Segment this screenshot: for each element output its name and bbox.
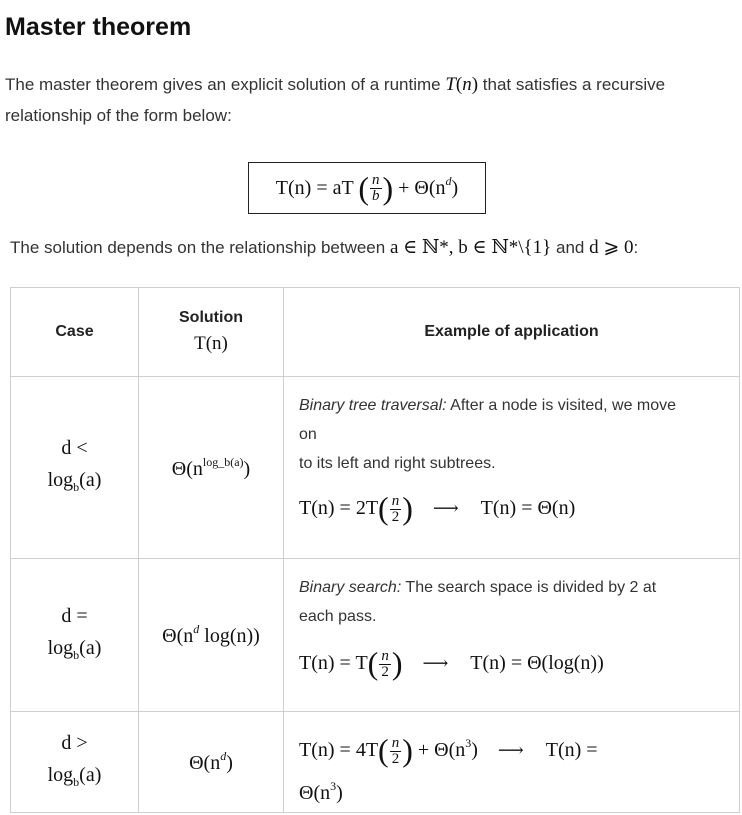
example-result-2-close: ) bbox=[336, 782, 343, 804]
formula-lhs: T(n) = aT bbox=[275, 176, 354, 199]
depends-text-before: The solution depends on the relationship between bbox=[10, 238, 390, 257]
case-relation: d < bbox=[61, 437, 88, 459]
header-case: Case bbox=[11, 288, 139, 377]
implies-arrow-icon: ⟶ bbox=[497, 740, 524, 760]
example-description bbox=[299, 573, 727, 631]
case-log-arg: (a) bbox=[79, 636, 102, 659]
example-fraction bbox=[390, 736, 402, 767]
solution-sup: log_b(a) bbox=[202, 454, 244, 469]
example-frac-num: n bbox=[391, 734, 400, 751]
solution-math bbox=[162, 622, 260, 647]
formula-left-paren: ( bbox=[358, 169, 369, 206]
example-lhs: T(n) = T bbox=[299, 652, 368, 674]
example-result-2: Θ(n bbox=[299, 782, 331, 804]
case-math bbox=[48, 727, 102, 798]
formula-rhs: + Θ(n bbox=[398, 176, 446, 199]
case-log-base: b bbox=[73, 480, 80, 494]
solution-text: Θ(n bbox=[171, 457, 203, 480]
case-log-arg: (a) bbox=[79, 763, 102, 786]
case-relation: d = bbox=[61, 604, 88, 627]
solution-close: ) bbox=[226, 752, 233, 774]
formula-frac-num: n bbox=[372, 172, 380, 189]
implies-arrow-icon: ⟶ bbox=[432, 498, 459, 518]
example-formula bbox=[299, 645, 604, 681]
example-description bbox=[299, 391, 727, 478]
case-math bbox=[48, 600, 102, 671]
example-result-continued bbox=[299, 779, 343, 804]
example-formula-row bbox=[299, 726, 727, 812]
case-cell bbox=[11, 377, 139, 559]
example-rhs-close: ) bbox=[471, 739, 478, 761]
intro-runtime-math: T(n) bbox=[445, 74, 479, 95]
page-title: Master theorem bbox=[5, 13, 192, 41]
implies-arrow-icon: ⟶ bbox=[422, 653, 449, 673]
example-result: T(n) = bbox=[545, 739, 598, 761]
example-cell bbox=[284, 377, 740, 559]
example-text-1: The search space is divided by 2 at bbox=[401, 579, 657, 596]
case-log: log bbox=[47, 636, 74, 659]
example-result-2-sup: 3 bbox=[330, 779, 337, 793]
example-formula-row bbox=[299, 492, 727, 525]
table-row bbox=[11, 712, 740, 813]
depends-and: and bbox=[551, 238, 590, 257]
intro-paragraph bbox=[5, 69, 725, 131]
case-relation: d > bbox=[61, 731, 88, 754]
intro-text-before: The master theorem gives an explicit solution of a runtime bbox=[5, 75, 446, 94]
header-solution bbox=[139, 288, 284, 377]
example-text-2: each pass. bbox=[299, 608, 377, 625]
example-formula bbox=[299, 490, 576, 526]
solution-text: Θ(n bbox=[162, 625, 194, 647]
example-text-1: After a node is visited, we move bbox=[446, 397, 677, 414]
example-right-paren: ) bbox=[391, 645, 403, 681]
example-left-paren: ( bbox=[378, 490, 389, 526]
example-right-paren: ) bbox=[402, 732, 413, 768]
example-text-2: on bbox=[299, 426, 317, 443]
solution-cell bbox=[139, 712, 284, 813]
master-theorem-table bbox=[10, 287, 740, 813]
header-solution-math: T(n) bbox=[194, 333, 228, 354]
solution-text: Θ(n bbox=[189, 752, 221, 774]
example-frac-num: n bbox=[381, 647, 389, 664]
example-frac-den: 2 bbox=[391, 750, 400, 767]
case-cell bbox=[11, 712, 139, 813]
depends-paragraph bbox=[10, 236, 638, 259]
solution-cell bbox=[139, 377, 284, 559]
case-log-base: b bbox=[73, 647, 80, 662]
solution-math bbox=[189, 749, 233, 774]
example-rhs-sup: 3 bbox=[465, 736, 472, 750]
example-left-paren: ( bbox=[378, 732, 389, 768]
case-log: log bbox=[47, 469, 74, 491]
table-row bbox=[11, 377, 740, 559]
example-rhs: + Θ(n bbox=[417, 739, 466, 761]
example-lhs: T(n) = 2T bbox=[299, 497, 379, 519]
formula-right-paren: ) bbox=[382, 169, 394, 206]
case-log: log bbox=[47, 763, 74, 786]
table-row bbox=[11, 559, 740, 712]
header-example: Example of application bbox=[284, 288, 740, 377]
example-cell bbox=[284, 559, 740, 712]
solution-close: ) bbox=[243, 457, 251, 480]
example-frac-den: 2 bbox=[391, 508, 400, 525]
example-result: T(n) = Θ(log(n)) bbox=[470, 652, 604, 674]
example-label: Binary search: bbox=[299, 579, 402, 596]
intro-text-after: that satisfies a recursive relationship of the form below: bbox=[5, 75, 666, 125]
solution-sup-text: d bbox=[193, 622, 200, 636]
depends-set-math: a ∈ ℕ*, b ∈ ℕ*\{1} bbox=[389, 237, 552, 258]
example-formula-row bbox=[299, 647, 727, 680]
case-math bbox=[48, 432, 102, 503]
case-log-base: b bbox=[73, 774, 80, 789]
case-log-arg: (a) bbox=[79, 469, 102, 491]
example-frac-num: n bbox=[391, 492, 400, 509]
example-fraction bbox=[390, 494, 402, 525]
example-lhs: T(n) = 4T bbox=[299, 739, 379, 761]
formula-rhs-sup-text: d bbox=[445, 173, 452, 188]
formula-frac-den-text: b bbox=[372, 188, 380, 205]
formula-rhs-close: ) bbox=[451, 176, 459, 199]
solution-close: log(n)) bbox=[199, 625, 260, 647]
example-fraction bbox=[379, 649, 391, 680]
solution-math bbox=[171, 454, 251, 480]
solution-sup-text: d bbox=[220, 749, 227, 763]
case-cell bbox=[11, 559, 139, 712]
example-text-3: to its left and right subtrees. bbox=[299, 455, 496, 472]
example-frac-den: 2 bbox=[381, 663, 389, 680]
formula-fraction bbox=[370, 173, 382, 204]
depends-d-math: d ⩾ 0 bbox=[589, 237, 634, 258]
solution-cell bbox=[139, 559, 284, 712]
recurrence-formula-box bbox=[248, 162, 486, 214]
depends-colon: : bbox=[633, 238, 639, 257]
example-label: Binary tree traversal: bbox=[299, 397, 447, 414]
example-formula bbox=[299, 732, 598, 768]
table-header-row bbox=[11, 288, 740, 377]
formula-frac-den bbox=[370, 189, 382, 204]
example-result: T(n) = Θ(n) bbox=[480, 497, 576, 519]
example-cell bbox=[284, 712, 740, 813]
recurrence-formula bbox=[275, 169, 459, 206]
example-left-paren: ( bbox=[367, 645, 379, 681]
example-right-paren: ) bbox=[402, 490, 413, 526]
header-solution-label: Solution bbox=[179, 309, 243, 326]
